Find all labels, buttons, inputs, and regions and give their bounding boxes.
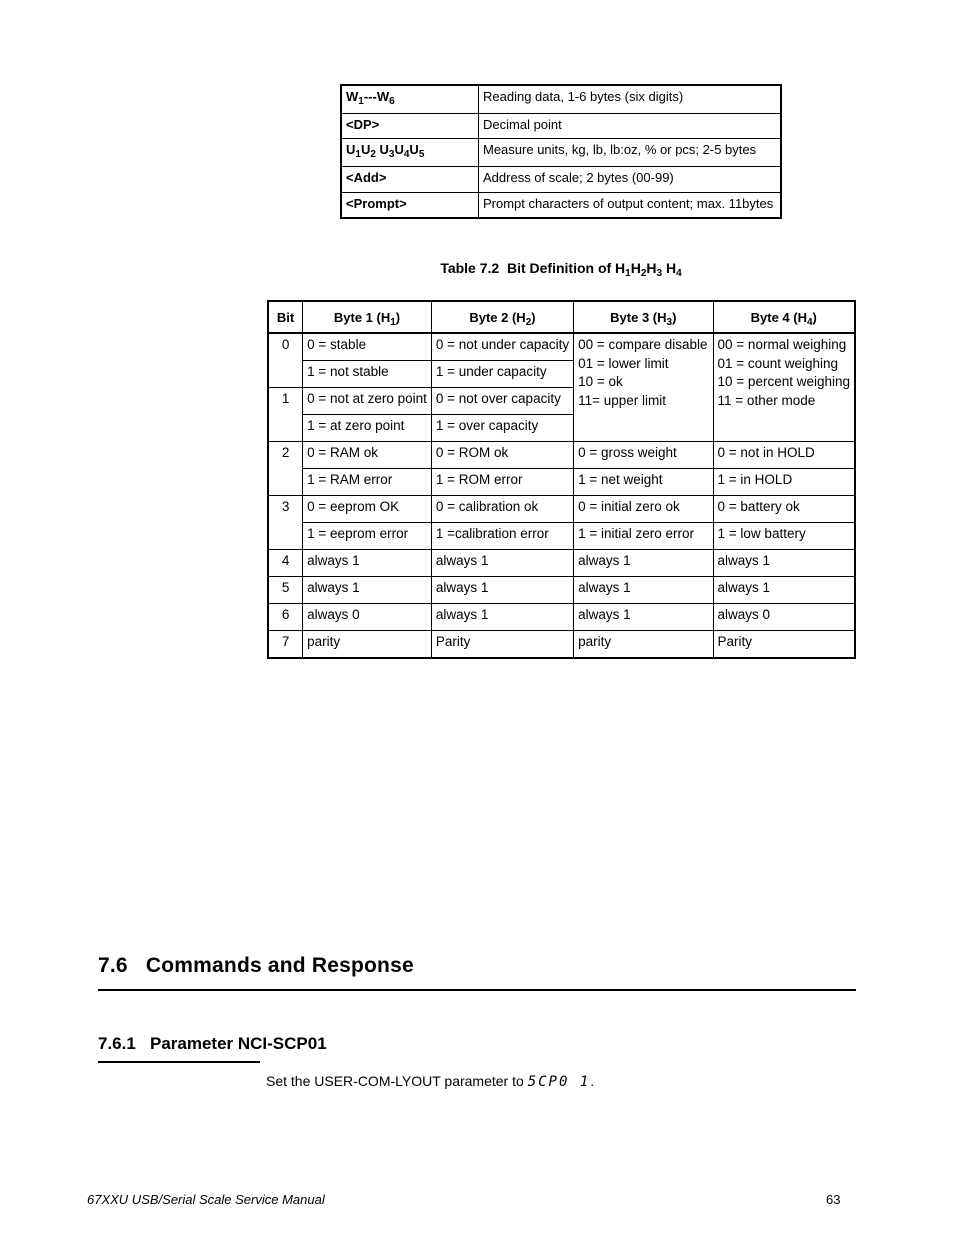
byte3-mode: 11= upper limit <box>578 392 667 408</box>
table-cell: 0 = not over capacity <box>431 388 573 415</box>
table-row <box>268 550 855 577</box>
table-row <box>268 333 855 361</box>
definition-row <box>341 167 781 193</box>
byte4-mode: 00 = normal weighing <box>717 337 847 352</box>
definition-desc: Address of scale; 2 bytes (00-99) <box>479 167 782 193</box>
section-rule <box>98 989 856 991</box>
byte4-mode: 10 = percent weighing <box>717 374 850 389</box>
table-row <box>268 577 855 604</box>
definition-desc: Reading data, 1-6 bytes (six digits) <box>479 85 782 114</box>
footer-page-number: 63 <box>826 1192 841 1207</box>
table-cell: 1 = in HOLD <box>713 469 855 496</box>
bit-number: 2 <box>268 442 303 496</box>
byte3-mode: 10 = ok <box>578 374 623 389</box>
byte3-mode: 01 = lower limit <box>578 355 669 371</box>
lcd-parameter-value: 5CP0 1 <box>527 1074 591 1090</box>
byte4-mode: 01 = count weighing <box>717 355 838 371</box>
section-title: Commands and Response <box>145 954 414 977</box>
header-byte1: Byte 1 $(H_1)$ <box>303 301 432 333</box>
section-heading <box>98 954 414 978</box>
table-cell: 1 = at zero point <box>303 415 432 442</box>
table-row <box>268 631 855 659</box>
subsection-heading <box>98 1034 327 1054</box>
footer-manual-title: 67XXU USB/Serial Scale Service Manual <box>87 1192 325 1207</box>
table-row <box>268 523 855 550</box>
table-cell: always 1 <box>431 577 573 604</box>
table-cell: always 1 <box>574 577 713 604</box>
table-cell: 1 = low battery <box>713 523 855 550</box>
table-cell: always 1 <box>431 604 573 631</box>
definition-term: $U_1U_2$ $U_3U_4U_5$ <box>341 139 479 167</box>
table-cell: always 1 <box>713 550 855 577</box>
table-cell: 1 = over capacity <box>431 415 573 442</box>
header-byte3: Byte 3 $(H_3)$ <box>574 301 713 333</box>
table-row <box>268 496 855 523</box>
table-header-row <box>268 301 855 333</box>
section-number: 7.6 <box>98 954 128 977</box>
instruction-end: . <box>590 1073 595 1089</box>
table-cell: 1 = net weight <box>574 469 713 496</box>
bit-number: 3 <box>268 496 303 550</box>
table-cell: 0 = not in HOLD <box>713 442 855 469</box>
table-cell: 0 = battery ok <box>713 496 855 523</box>
table-cell: 1 = initial zero error <box>574 523 713 550</box>
table-cell: always 0 <box>303 604 432 631</box>
table-cell: Parity <box>713 631 855 659</box>
definition-row <box>341 139 781 167</box>
table-cell: 0 = ROM ok <box>431 442 573 469</box>
table-cell: always 1 <box>713 577 855 604</box>
instruction-text <box>266 1073 594 1090</box>
definition-desc: Decimal point <box>479 114 782 139</box>
subsection-number: 7.6.1 <box>98 1034 136 1053</box>
bit-definition-table <box>267 300 856 659</box>
table-cell: Parity <box>431 631 573 659</box>
definition-row <box>341 114 781 139</box>
table-cell: 1 =calibration error <box>431 523 573 550</box>
bit-number: 7 <box>268 631 303 659</box>
definition-term: <Prompt> <box>341 193 479 219</box>
table-row <box>268 469 855 496</box>
table-cell: 1 = eeprom error <box>303 523 432 550</box>
table-cell: 0 = RAM ok <box>303 442 432 469</box>
definition-term: <DP> <box>341 114 479 139</box>
table-cell: 1 = RAM error <box>303 469 432 496</box>
definition-term: <Add> <box>341 167 479 193</box>
instruction-body: Set the USER-COM-LYOUT parameter to <box>266 1073 528 1089</box>
byte3-modes-cell <box>574 333 713 442</box>
table-cell: 0 = not at zero point <box>303 388 432 415</box>
table-cell: 1 = not stable <box>303 361 432 388</box>
bit-number: 0 <box>268 333 303 388</box>
table-cell: 1 = ROM error <box>431 469 573 496</box>
definition-row <box>341 85 781 114</box>
table-caption <box>0 260 954 279</box>
table-cell: 0 = initial zero ok <box>574 496 713 523</box>
header-bit: Bit <box>268 301 303 333</box>
header-byte4: Byte 4 $(H_4)$ <box>713 301 855 333</box>
table-cell: 0 = calibration ok <box>431 496 573 523</box>
table-cell: 0 = not under capacity <box>431 333 573 361</box>
bit-number: 4 <box>268 550 303 577</box>
definition-desc: Measure units, kg, lb, lb:oz, % or pcs; 2-5 bytes <box>479 139 782 167</box>
definition-term: $W_1---W_6$ <box>341 85 479 114</box>
table-cell: always 1 <box>574 604 713 631</box>
byte4-modes-cell <box>713 333 855 442</box>
bit-number: 5 <box>268 577 303 604</box>
table-cell: parity <box>303 631 432 659</box>
definitions-table <box>340 84 782 219</box>
header-byte2: Byte 2 $(H_2)$ <box>431 301 573 333</box>
table-cell: always 1 <box>303 550 432 577</box>
bit-number: 6 <box>268 604 303 631</box>
subsection-title: Parameter NCI-SCP01 <box>149 1034 327 1053</box>
table-cell: always 0 <box>713 604 855 631</box>
definition-row <box>341 193 781 219</box>
table-cell: parity <box>574 631 713 659</box>
table-cell: always 1 <box>431 550 573 577</box>
subsection-rule <box>98 1061 260 1063</box>
byte4-mode: 11 = other mode <box>717 392 816 408</box>
table-cell: 0 = eeprom OK <box>303 496 432 523</box>
table-cell: 0 = gross weight <box>574 442 713 469</box>
table-cell: always 1 <box>303 577 432 604</box>
table-cell: 0 = stable <box>303 333 432 361</box>
table-row <box>268 604 855 631</box>
byte3-mode: 00 = compare disable <box>578 337 708 352</box>
definition-desc: Prompt characters of output content; max. 11bytes <box>479 193 782 219</box>
bit-number: 1 <box>268 388 303 442</box>
table-cell: 1 = under capacity <box>431 361 573 388</box>
table-row <box>268 442 855 469</box>
table-cell: always 1 <box>574 550 713 577</box>
table-caption-text: Table 7.2 Bit Definition of $H_1H_2H_3$ $H_4$ <box>440 260 682 279</box>
